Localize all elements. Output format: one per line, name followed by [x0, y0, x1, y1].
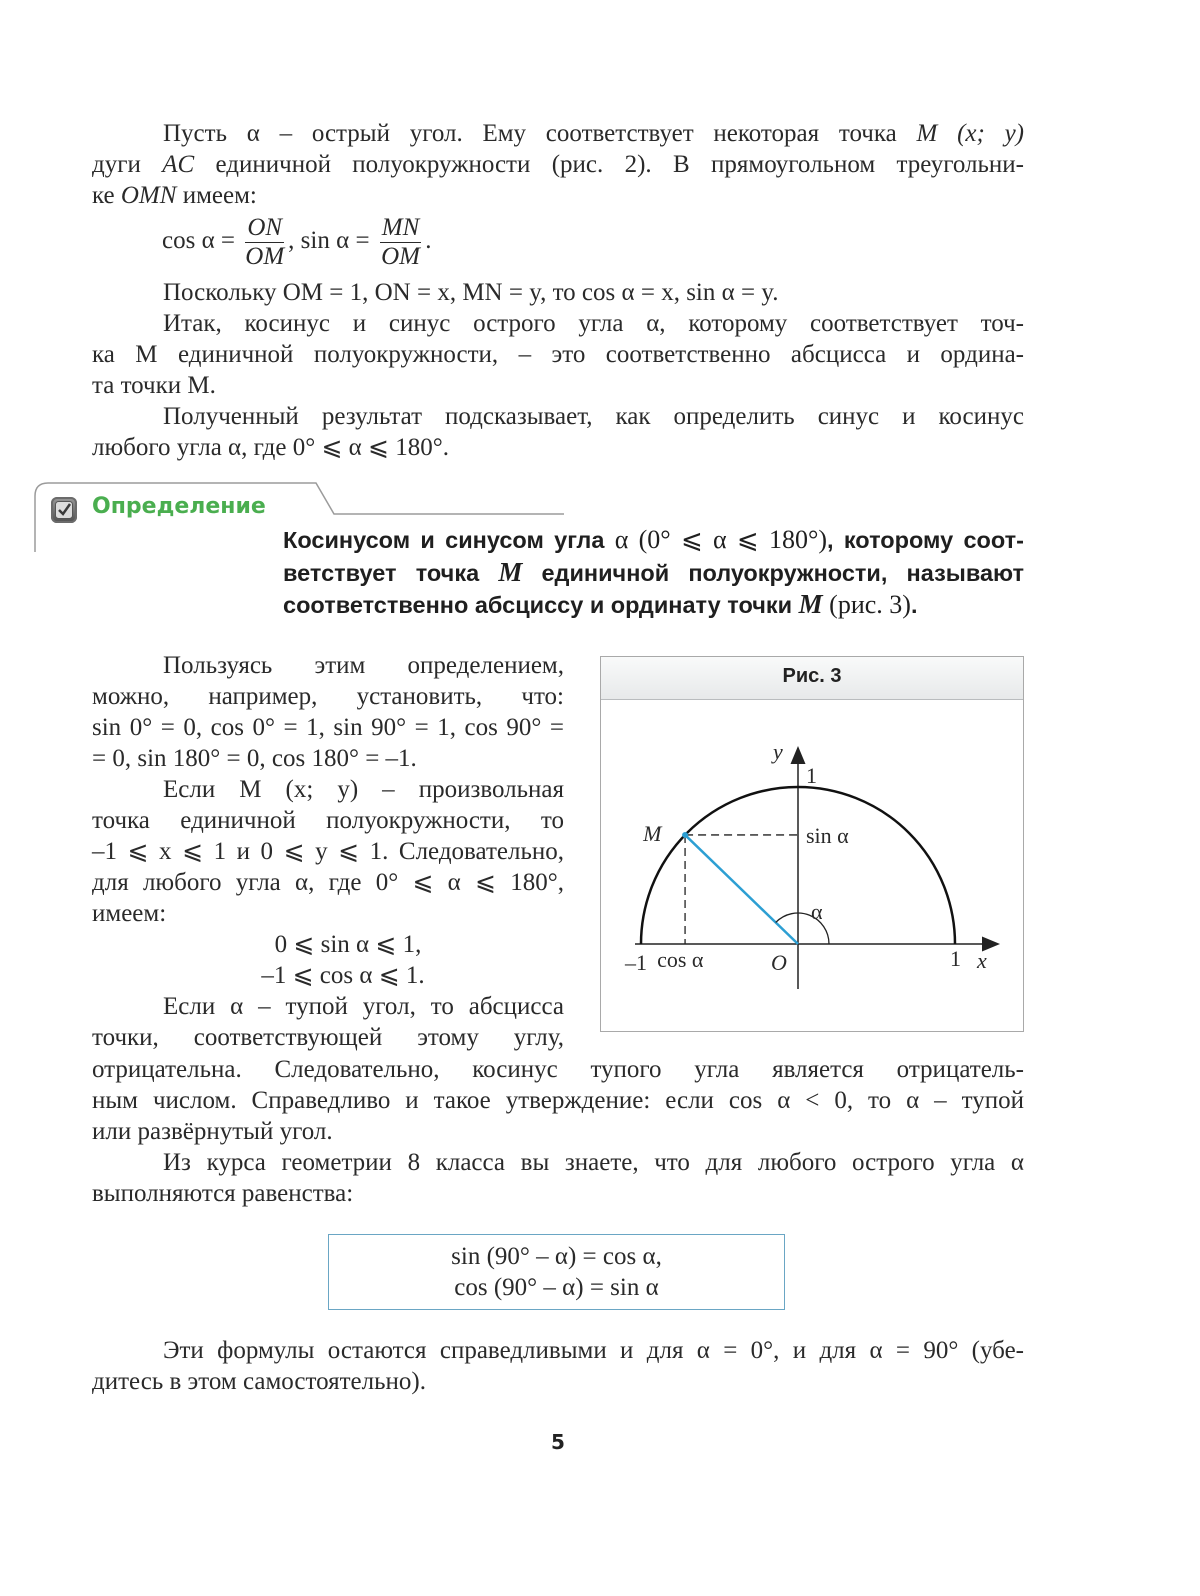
- definition-text: [283, 524, 1024, 622]
- point-m: M: [798, 589, 823, 619]
- point-label: M (x; y): [916, 120, 1024, 147]
- separator: ,: [288, 227, 295, 255]
- text: ветствует точка: [283, 559, 480, 586]
- text: Косинусом и синусом угла: [283, 527, 605, 553]
- text: единичной полуокружности, называют: [541, 559, 1025, 586]
- formula-box: [328, 1234, 785, 1310]
- paragraph-obtuse: [92, 1054, 1024, 1209]
- text-line: Если α – тупой угол, то абсцисса: [163, 993, 564, 1020]
- text-line: выполняются равенства:: [92, 1180, 354, 1207]
- text: Пусть α – острый угол. Ему соответствует некоторая точка: [163, 120, 897, 147]
- text-line: Итак, косинус и синус острого угла α, которому соответствует точ-: [163, 310, 1024, 337]
- label-origin: O: [771, 950, 787, 975]
- point-m-marker: [682, 832, 688, 838]
- text-line: точка единичной полуокружности, то: [92, 807, 564, 834]
- inequality-sin: 0 ⩽ sin α ⩽ 1,: [274, 931, 422, 958]
- text-line: для любого угла α, где 0° ⩽ α ⩽ 180°,: [92, 869, 564, 896]
- radius-om: [685, 835, 798, 944]
- period: .: [425, 227, 432, 255]
- paragraph-conclusion: [92, 277, 1024, 463]
- text-line: Если M (x; y) – произвольная: [163, 776, 564, 803]
- text-line: можно, например, установить, что:: [92, 683, 564, 710]
- label-x: x: [977, 948, 987, 973]
- text-line: имеем:: [92, 900, 167, 927]
- formula-sin-lhs: sin α =: [300, 227, 370, 255]
- text-line: Эти формулы остаются справедливыми и для α = 0°, и для α = 90° (убе-: [163, 1337, 1024, 1364]
- paragraph-final: [92, 1335, 1024, 1397]
- formula-cos-lhs: cos α =: [162, 227, 236, 255]
- text-line: та точки M.: [92, 372, 216, 399]
- figure-title: Рис. 3: [782, 665, 842, 687]
- denominator: OM: [245, 243, 285, 270]
- text: ке: [92, 182, 115, 209]
- text: имеем:: [182, 182, 257, 209]
- text-line: Поскольку OM = 1, ON = x, MN = y, то cos α = x, sin α = y.: [163, 279, 779, 306]
- point-m: M: [498, 556, 523, 587]
- paragraph-left-column: [92, 650, 564, 1053]
- formula-cos-sin-ratio: [92, 214, 432, 271]
- figure-ref: (рис. 3): [829, 590, 911, 619]
- unit-semicircle-diagram: [601, 657, 1023, 1031]
- formula-cos-complement: cos (90° – α) = sin α: [454, 1274, 659, 1301]
- triangle-label: OMN: [120, 182, 177, 209]
- inequality-cos: –1 ⩽ cos α ⩽ 1.: [261, 962, 425, 989]
- label-point-m: M: [643, 820, 662, 846]
- formula-sin-complement: sin (90° – α) = cos α,: [451, 1243, 662, 1270]
- text: дуги: [92, 151, 141, 178]
- text-line: отрицательна. Следовательно, косинус тупого угла является отрицатель-: [92, 1056, 1024, 1083]
- label-alpha: α: [811, 899, 823, 924]
- arc-label: AC: [162, 151, 195, 178]
- text-line: любого угла α, где 0° ⩽ α ⩽ 180°.: [92, 434, 449, 461]
- fraction-on-om: [245, 214, 284, 271]
- label-cos-alpha: cos α: [657, 947, 704, 972]
- page-number: 5: [551, 1430, 565, 1454]
- text-line: = 0, sin 180° = 0, cos 180° = –1.: [92, 745, 417, 772]
- text-line: Полученный результат подсказывает, как определить синус и косинус: [163, 403, 1024, 430]
- label-y-one: 1: [806, 763, 817, 788]
- figure-3: [600, 656, 1024, 1032]
- numerator: MN: [381, 214, 420, 241]
- label-x-one: 1: [950, 946, 961, 971]
- text-line: дитесь в этом самостоятельно).: [92, 1368, 426, 1395]
- text-line: или развёрнутый угол.: [92, 1118, 333, 1145]
- text: , которому соот-: [827, 527, 1024, 553]
- label-y: y: [773, 739, 783, 764]
- math-range: α (0° ⩽ α ⩽ 180°): [614, 525, 828, 554]
- text-line: sin 0° = 0, cos 0° = 1, sin 90° = 1, cos 90° =: [92, 714, 564, 741]
- checkbox-check-icon: [51, 497, 77, 523]
- numerator: ON: [245, 214, 284, 243]
- paragraph-intro: [92, 118, 1024, 211]
- denominator: OM: [381, 243, 420, 270]
- text-line: Пользуясь этим определением,: [163, 652, 564, 679]
- text-line: ным числом. Справедливо и такое утверждение: если cos α < 0, то α – тупой: [92, 1087, 1024, 1114]
- label-sin-alpha: sin α: [806, 822, 849, 848]
- text: единичной полуокружности (рис. 2). В прямоугольном треугольни-: [215, 151, 1024, 178]
- period: .: [910, 592, 918, 618]
- definition-title: Определение: [92, 494, 266, 519]
- text-line: точки, соответствующей этому углу,: [92, 1024, 564, 1051]
- text-line: –1 ⩽ x ⩽ 1 и 0 ⩽ y ⩽ 1. Следовательно,: [92, 838, 564, 865]
- fraction-mn-om: [380, 214, 422, 271]
- text: соответственно абсциссу и ординату точки: [283, 592, 793, 618]
- text-line: Из курса геометрии 8 класса вы знаете, что для любого острого угла α: [163, 1149, 1024, 1176]
- text-line: ка M единичной полуокружности, – это соответственно абсцисса и ордина-: [92, 341, 1024, 368]
- label-minus-one: –1: [625, 950, 647, 975]
